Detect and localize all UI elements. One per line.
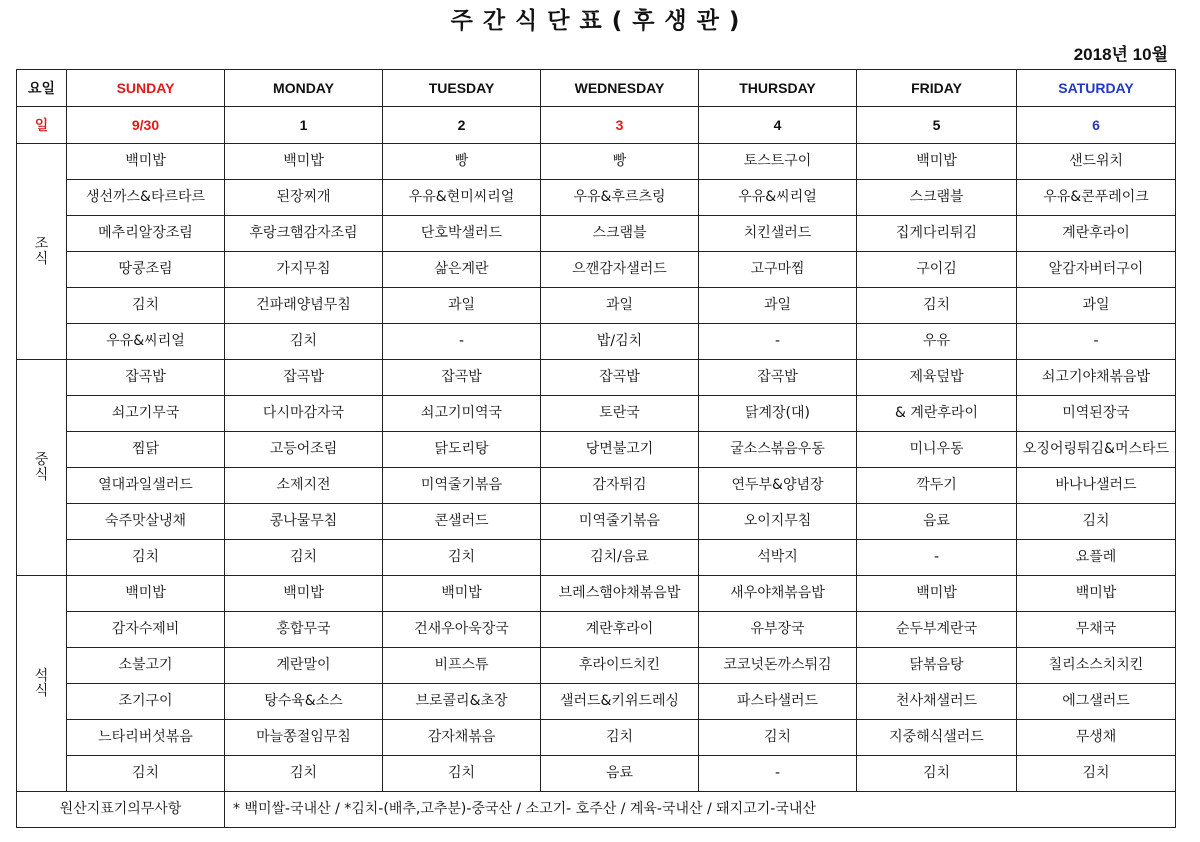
menu-item-cell: 밥/김치 [541, 324, 699, 360]
menu-item-cell: 칠리소스치치킨 [1017, 648, 1176, 684]
menu-item-cell: 된장찌개 [225, 180, 383, 216]
menu-item-cell: 깍두기 [857, 468, 1017, 504]
menu-item-cell: 단호박샐러드 [383, 216, 541, 252]
menu-item-cell: 다시마감자국 [225, 396, 383, 432]
menu-item-cell: 브레스햄야채볶음밥 [541, 576, 699, 612]
menu-item-cell: 닭도리탕 [383, 432, 541, 468]
menu-item-cell: 탕수육&소스 [225, 684, 383, 720]
menu-item-cell: 느타리버섯볶음 [67, 720, 225, 756]
menu-item-cell: 집게다리튀김 [857, 216, 1017, 252]
menu-item-cell: 코코넛돈까스튀김 [699, 648, 857, 684]
breakfast-label [17, 144, 67, 360]
menu-item-cell: 김치 [225, 540, 383, 576]
menu-item-cell: 당면불고기 [541, 432, 699, 468]
menu-item-cell: 미역줄기볶음 [541, 504, 699, 540]
menu-item-cell: 구이김 [857, 252, 1017, 288]
menu-item-cell: 숙주맛살냉채 [67, 504, 225, 540]
date-monday: 1 [225, 107, 383, 144]
menu-item-cell: 김치 [699, 720, 857, 756]
menu-item-cell: 계란후라이 [541, 612, 699, 648]
menu-item-cell: 음료 [857, 504, 1017, 540]
date-friday: 5 [857, 107, 1017, 144]
origin-notice-label: 원산지표기의무사항 [17, 792, 225, 828]
menu-item-cell: 우유&현미씨리얼 [383, 180, 541, 216]
menu-item-cell: 파스타샐러드 [699, 684, 857, 720]
date-row-label: 일 [17, 107, 67, 144]
menu-item-cell: - [1017, 324, 1176, 360]
menu-item-cell: 무생채 [1017, 720, 1176, 756]
menu-item-cell: 백미밥 [383, 576, 541, 612]
menu-item-cell: 김치 [67, 540, 225, 576]
menu-item-cell: 마늘쫑절임무침 [225, 720, 383, 756]
menu-item-cell: 석박지 [699, 540, 857, 576]
dinner-menu-row [17, 648, 1176, 684]
menu-item-cell: - [857, 540, 1017, 576]
menu-item-cell: 잡곡밥 [225, 360, 383, 396]
dinner-menu-row [17, 756, 1176, 792]
breakfast-menu-row [17, 144, 1176, 180]
menu-item-cell: 굴소스볶음우동 [699, 432, 857, 468]
menu-item-cell: 비프스튜 [383, 648, 541, 684]
breakfast-menu-row [17, 180, 1176, 216]
breakfast-menu-row [17, 288, 1176, 324]
menu-item-cell: 바나나샐러드 [1017, 468, 1176, 504]
menu-item-cell: 고등어조림 [225, 432, 383, 468]
menu-item-cell: 백미밥 [67, 144, 225, 180]
menu-item-cell: 김치 [67, 288, 225, 324]
menu-item-cell: 백미밥 [225, 576, 383, 612]
origin-notice-row [17, 792, 1176, 828]
menu-item-cell: 생선까스&타르타르 [67, 180, 225, 216]
menu-item-cell: 우유 [857, 324, 1017, 360]
menu-item-cell: 소불고기 [67, 648, 225, 684]
menu-item-cell: 잡곡밥 [541, 360, 699, 396]
date-wednesday: 3 [541, 107, 699, 144]
weekday-header-row [17, 70, 1176, 107]
menu-item-cell: 에그샐러드 [1017, 684, 1176, 720]
menu-item-cell: 김치 [541, 720, 699, 756]
weekday-header-label: 요일 [17, 70, 67, 107]
date-tuesday: 2 [383, 107, 541, 144]
menu-item-cell: 치킨샐러드 [699, 216, 857, 252]
menu-item-cell: 열대과일샐러드 [67, 468, 225, 504]
dinner-menu-row [17, 576, 1176, 612]
menu-item-cell: 감자채볶음 [383, 720, 541, 756]
menu-item-cell: 닭볶음탕 [857, 648, 1017, 684]
menu-item-cell: 삶은계란 [383, 252, 541, 288]
menu-item-cell: & 계란후라이 [857, 396, 1017, 432]
dinner-menu-row [17, 612, 1176, 648]
menu-item-cell: 백미밥 [857, 576, 1017, 612]
menu-item-cell: 빵 [383, 144, 541, 180]
breakfast-label-top: 조 [34, 235, 49, 252]
menu-item-cell: 김치 [1017, 504, 1176, 540]
day-tuesday: TUESDAY [383, 70, 541, 107]
menu-item-cell: 알감자버터구이 [1017, 252, 1176, 288]
lunch-label [17, 360, 67, 576]
menu-item-cell: 건파래양념무침 [225, 288, 383, 324]
menu-item-cell: 브로콜리&초장 [383, 684, 541, 720]
menu-item-cell: 과일 [383, 288, 541, 324]
menu-item-cell: 토스트구이 [699, 144, 857, 180]
date-sunday: 9/30 [67, 107, 225, 144]
menu-item-cell: 백미밥 [67, 576, 225, 612]
menu-item-cell: 유부장국 [699, 612, 857, 648]
menu-item-cell: 김치 [857, 288, 1017, 324]
menu-item-cell: 조기구이 [67, 684, 225, 720]
menu-item-cell: 연두부&양념장 [699, 468, 857, 504]
breakfast-menu-row [17, 216, 1176, 252]
menu-item-cell: 고구마찜 [699, 252, 857, 288]
menu-item-cell: 김치 [225, 756, 383, 792]
dinner-label-bottom: 식 [34, 682, 49, 699]
menu-item-cell: 계란후라이 [1017, 216, 1176, 252]
menu-item-cell: 백미밥 [1017, 576, 1176, 612]
lunch-label-bottom: 식 [34, 466, 49, 483]
menu-item-cell: 미역된장국 [1017, 396, 1176, 432]
menu-item-cell: 가지무침 [225, 252, 383, 288]
menu-item-cell: 순두부계란국 [857, 612, 1017, 648]
dinner-menu-row [17, 720, 1176, 756]
dinner-menu-row [17, 684, 1176, 720]
menu-item-cell: 우유&후르츠링 [541, 180, 699, 216]
menu-item-cell: 쇠고기무국 [67, 396, 225, 432]
menu-item-cell: 잡곡밥 [383, 360, 541, 396]
menu-item-cell: 잡곡밥 [67, 360, 225, 396]
menu-item-cell: 콩나물무침 [225, 504, 383, 540]
menu-item-cell: 으깬감자샐러드 [541, 252, 699, 288]
menu-item-cell: 찜닭 [67, 432, 225, 468]
page-title: 주간식단표(후생관) [450, 8, 750, 34]
lunch-label-top: 중 [34, 451, 49, 468]
menu-item-cell: 지중해식샐러드 [857, 720, 1017, 756]
menu-item-cell: 홍합무국 [225, 612, 383, 648]
menu-item-cell: 감자튀김 [541, 468, 699, 504]
breakfast-menu-row [17, 252, 1176, 288]
date-thursday: 4 [699, 107, 857, 144]
menu-item-cell: 새우야채볶음밥 [699, 576, 857, 612]
menu-item-cell: 김치 [383, 756, 541, 792]
date-row [17, 107, 1176, 144]
menu-item-cell: 미역줄기볶음 [383, 468, 541, 504]
lunch-menu-row [17, 468, 1176, 504]
menu-item-cell: 오징어링튀김&머스타드 [1017, 432, 1176, 468]
lunch-menu-row [17, 360, 1176, 396]
menu-item-cell: 김치 [225, 324, 383, 360]
menu-item-cell: 김치 [67, 756, 225, 792]
menu-item-cell: 스크램블 [541, 216, 699, 252]
menu-item-cell: 샌드위치 [1017, 144, 1176, 180]
menu-item-cell: 과일 [541, 288, 699, 324]
menu-item-cell: 잡곡밥 [699, 360, 857, 396]
lunch-menu-row [17, 396, 1176, 432]
day-friday: FRIDAY [857, 70, 1017, 107]
menu-item-cell: 김치 [857, 756, 1017, 792]
menu-item-cell: 김치 [383, 540, 541, 576]
menu-item-cell: 무채국 [1017, 612, 1176, 648]
lunch-menu-row [17, 504, 1176, 540]
menu-item-cell: 미니우동 [857, 432, 1017, 468]
menu-item-cell: 천사채샐러드 [857, 684, 1017, 720]
menu-item-cell: 콘샐러드 [383, 504, 541, 540]
menu-item-cell: 메추리알장조림 [67, 216, 225, 252]
menu-item-cell: 백미밥 [225, 144, 383, 180]
menu-item-cell: 소제지전 [225, 468, 383, 504]
day-thursday: THURSDAY [699, 70, 857, 107]
menu-item-cell: - [383, 324, 541, 360]
menu-item-cell: - [699, 756, 857, 792]
menu-item-cell: 감자수제비 [67, 612, 225, 648]
menu-item-cell: 쇠고기미역국 [383, 396, 541, 432]
breakfast-menu-row [17, 324, 1176, 360]
menu-item-cell: 토란국 [541, 396, 699, 432]
menu-item-cell: 후랑크햄감자조림 [225, 216, 383, 252]
menu-item-cell: 음료 [541, 756, 699, 792]
menu-item-cell: 제육덮밥 [857, 360, 1017, 396]
menu-item-cell: 계란말이 [225, 648, 383, 684]
breakfast-label-bottom: 식 [34, 250, 49, 267]
weekly-menu-table [16, 69, 1176, 828]
menu-item-cell: 과일 [1017, 288, 1176, 324]
lunch-menu-row [17, 540, 1176, 576]
month-label: 2018년 10월 [1073, 45, 1168, 64]
menu-item-cell: 김치/음료 [541, 540, 699, 576]
menu-item-cell: 샐러드&키위드레싱 [541, 684, 699, 720]
dinner-label [17, 576, 67, 792]
day-sunday: SUNDAY [67, 70, 225, 107]
dinner-label-top: 석 [34, 667, 49, 684]
day-saturday: SATURDAY [1017, 70, 1176, 107]
menu-item-cell: 오이지무침 [699, 504, 857, 540]
menu-item-cell: 땅콩조림 [67, 252, 225, 288]
menu-item-cell: 우유&씨리얼 [67, 324, 225, 360]
menu-item-cell: 요플레 [1017, 540, 1176, 576]
menu-item-cell: 우유&콘푸레이크 [1017, 180, 1176, 216]
menu-item-cell: 스크램블 [857, 180, 1017, 216]
origin-notice-text: * 백미쌀-국내산 / *김치-(배추,고추분)-중국산 / 소고기- 호주산 / 계육-국내산 / 돼지고기-국내산 [225, 792, 1176, 828]
menu-item-cell: 건새우아욱장국 [383, 612, 541, 648]
menu-item-cell: 후라이드치킨 [541, 648, 699, 684]
menu-item-cell: 우유&씨리얼 [699, 180, 857, 216]
menu-item-cell: 쇠고기야채볶음밥 [1017, 360, 1176, 396]
lunch-menu-row [17, 432, 1176, 468]
day-wednesday: WEDNESDAY [541, 70, 699, 107]
day-monday: MONDAY [225, 70, 383, 107]
menu-item-cell: 백미밥 [857, 144, 1017, 180]
menu-item-cell: 김치 [1017, 756, 1176, 792]
menu-item-cell: 빵 [541, 144, 699, 180]
menu-item-cell: 닭계장(대) [699, 396, 857, 432]
menu-item-cell: - [699, 324, 857, 360]
menu-item-cell: 과일 [699, 288, 857, 324]
date-saturday: 6 [1017, 107, 1176, 144]
